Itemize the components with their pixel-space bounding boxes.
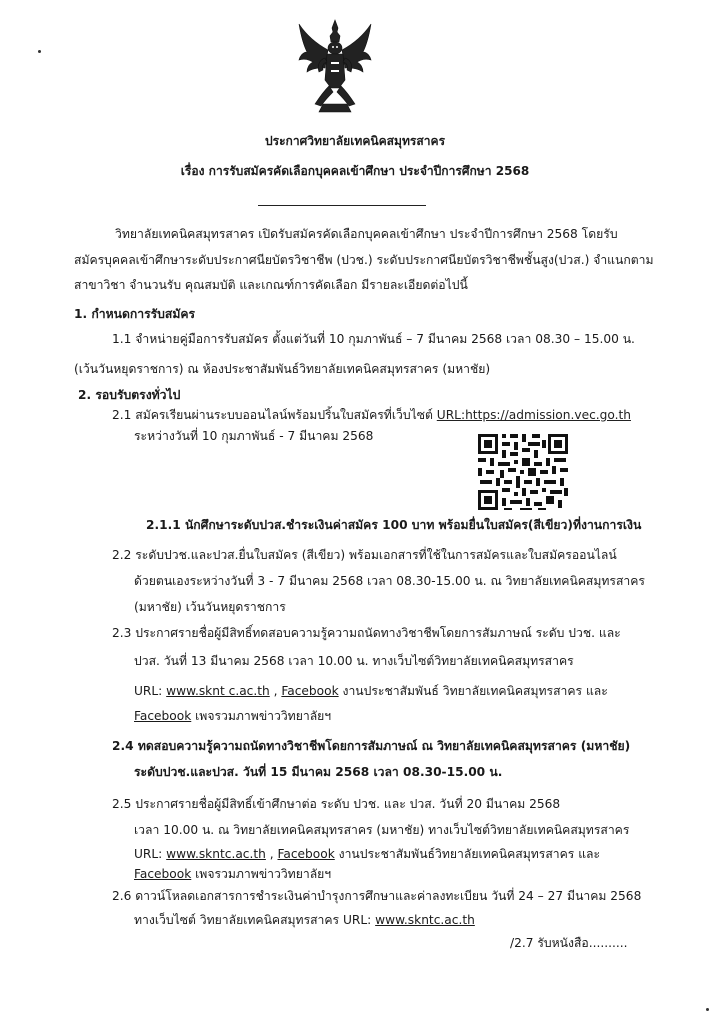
website-link[interactable]: www.skntc.ac.th bbox=[166, 847, 266, 861]
intro-line-2: สมัครบุคคลเข้าศึกษาระดับประกาศนียบัตรวิชาชีพ (ปวช.) ระดับประกาศนียบัตรวิชาชีพชั้นสูง(ปวส.) จำแนกตาม bbox=[74, 253, 654, 267]
item-2-6-line-1: 2.6 ดาวน์โหลดเอกสารการชำระเงินค่าบำรุงการศึกษาและค่าลงทะเบียน วันที่ 24 – 27 มีนาคม 2568 bbox=[112, 889, 642, 903]
website-text: ทางเว็บไซต์ วิทยาลัยเทคนิคสมุทรสาคร URL: bbox=[134, 913, 376, 927]
item-2-5-line-1: 2.5 ประกาศรายชื่อผู้มีสิทธิ์เข้าศึกษาต่อ ระดับ ปวช. และ ปวส. วันที่ 20 มีนาคม 2568 bbox=[112, 797, 561, 811]
pr-text: งานประชาสัมพันธ์วิทยาลัยเทคนิคสมุทรสาคร และ bbox=[334, 847, 601, 861]
facebook-link[interactable]: Facebook bbox=[281, 684, 339, 698]
admission-url-link[interactable]: URL:https://admission.vec.go.th bbox=[436, 408, 631, 422]
item-2-2-line-1: 2.2 ระดับปวช.และปวส.ยื่นใบสมัคร (สีเขียว) พร้อมเอกสารที่ใช้ในการสมัครและใบสมัครออนไลน์ bbox=[112, 548, 617, 562]
announcement-title: ประกาศวิทยาลัยเทคนิคสมุทรสาคร bbox=[264, 134, 446, 148]
website-link[interactable]: www.sknt c.ac.th bbox=[166, 684, 270, 698]
item-2-1-1: 2.1.1 นักศึกษาระดับปวส.ชำระเงินค่าสมัคร 100 บาท พร้อมยื่นใบสมัคร(สีเขียว)ที่งานการเงิน bbox=[146, 518, 642, 532]
scan-speck bbox=[706, 1008, 709, 1011]
pr-text: งานประชาสัมพันธ์ วิทยาลัยเทคนิคสมุทรสาคร และ bbox=[338, 684, 608, 698]
item-2-5-line-2: เวลา 10.00 น. ณ วิทยาลัยเทคนิคสมุทรสาคร (มหาชัย) ทางเว็บไซต์วิทยาลัยเทคนิคสมุทรสาคร bbox=[134, 823, 630, 837]
section-2-heading: 2. รอบรับตรงทั่วไป bbox=[78, 388, 181, 402]
facebook-link[interactable]: Facebook bbox=[277, 847, 335, 861]
item-2-4-line-1: 2.4 ทดสอบความรู้ความถนัดทางวิชาชีพโดยการสัมภาษณ์ ณ วิทยาลัยเทคนิคสมุทรสาคร (มหาชัย) bbox=[112, 739, 631, 753]
item-2-5-line-4 bbox=[134, 866, 331, 882]
item-2-4-line-2: ระดับปวช.และปวส. วันที่ 15 มีนาคม 2568 เวลา 08.30-15.00 น. bbox=[134, 765, 503, 779]
item-2-1-text bbox=[112, 407, 631, 423]
website-link[interactable]: www.skntc.ac.th bbox=[375, 913, 475, 927]
intro-line-1: วิทยาลัยเทคนิคสมุทรสาคร เปิดรับสมัครคัดเลือกบุคคลเข้าศึกษา ประจำปีการศึกษา 2568 โดยรับ bbox=[115, 227, 618, 241]
url-label: URL: bbox=[134, 684, 167, 698]
garuda-emblem-icon bbox=[295, 18, 375, 116]
page-text: เพจรวมภาพข่าววิทยาลัยฯ bbox=[191, 867, 332, 881]
separator: , bbox=[265, 847, 278, 861]
url-label: URL: bbox=[134, 847, 167, 861]
page-text: เพจรวมภาพข่าววิทยาลัยฯ bbox=[191, 709, 332, 723]
facebook-link[interactable]: Facebook bbox=[134, 709, 192, 723]
item-2-2-line-3: (มหาชัย) เว้นวันหยุดราชการ bbox=[134, 600, 286, 614]
scan-speck bbox=[38, 50, 41, 53]
announcement-subject: เรื่อง การรับสมัครคัดเลือกบุคคลเข้าศึกษา ประจำปีการศึกษา 2568 bbox=[180, 164, 530, 178]
item-2-2-line-2: ด้วยตนเองระหว่างวันที่ 3 - 7 มีนาคม 2568 เวลา 08.30-15.00 น. ณ วิทยาลัยเทคนิคสมุทรสาคร bbox=[134, 574, 645, 588]
intro-line-3: สาขาวิชา จำนวนรับ คุณสมบัติ และเกณฑ์การคัดเลือก มีรายละเอียดต่อไปนี้ bbox=[74, 278, 468, 292]
continuation-note: /2.7 รับหนังสือ.......... bbox=[510, 936, 628, 950]
item-2-3-line-2: ปวส. วันที่ 13 มีนาคม 2568 เวลา 10.00 น. ทางเว็บไซต์วิทยาลัยเทคนิคสมุทรสาคร bbox=[134, 654, 574, 668]
facebook-link[interactable]: Facebook bbox=[134, 867, 192, 881]
item-2-3-line-1: 2.3 ประกาศรายชื่อผู้มีสิทธิ์ทดสอบความรู้ความถนัดทางวิชาชีพโดยการสัมภาษณ์ ระดับ ปวช. และ bbox=[112, 626, 621, 640]
item-2-5-line-3 bbox=[134, 846, 600, 862]
item-1-1-line-2: (เว้นวันหยุดราชการ) ณ ห้องประชาสัมพันธ์วิทยาลัยเทคนิคสมุทรสาคร (มหาชัย) bbox=[74, 362, 491, 376]
item-2-3-line-3 bbox=[134, 683, 608, 699]
item-2-1-dates: ระหว่างวันที่ 10 กุมภาพันธ์ - 7 มีนาคม 2568 bbox=[134, 429, 374, 443]
item-1-1-line-1: 1.1 จำหน่ายคู่มือการรับสมัคร ตั้งแต่วันที่ 10 กุมภาพันธ์ – 7 มีนาคม 2568 เวลา 08.30 – 15.00 น. bbox=[112, 332, 635, 346]
qr-code-icon[interactable] bbox=[476, 432, 570, 512]
item-2-1-label: 2.1 สมัครเรียนผ่านระบบออนไลน์พร้อมปริ้นใบสมัครที่เว็บไซต์ bbox=[112, 408, 433, 422]
separator: , bbox=[269, 684, 282, 698]
section-1-heading: 1. กำหนดการรับสมัคร bbox=[74, 307, 196, 321]
item-2-3-line-4 bbox=[134, 708, 331, 724]
title-divider bbox=[258, 205, 426, 206]
item-2-6-line-2 bbox=[134, 912, 475, 928]
